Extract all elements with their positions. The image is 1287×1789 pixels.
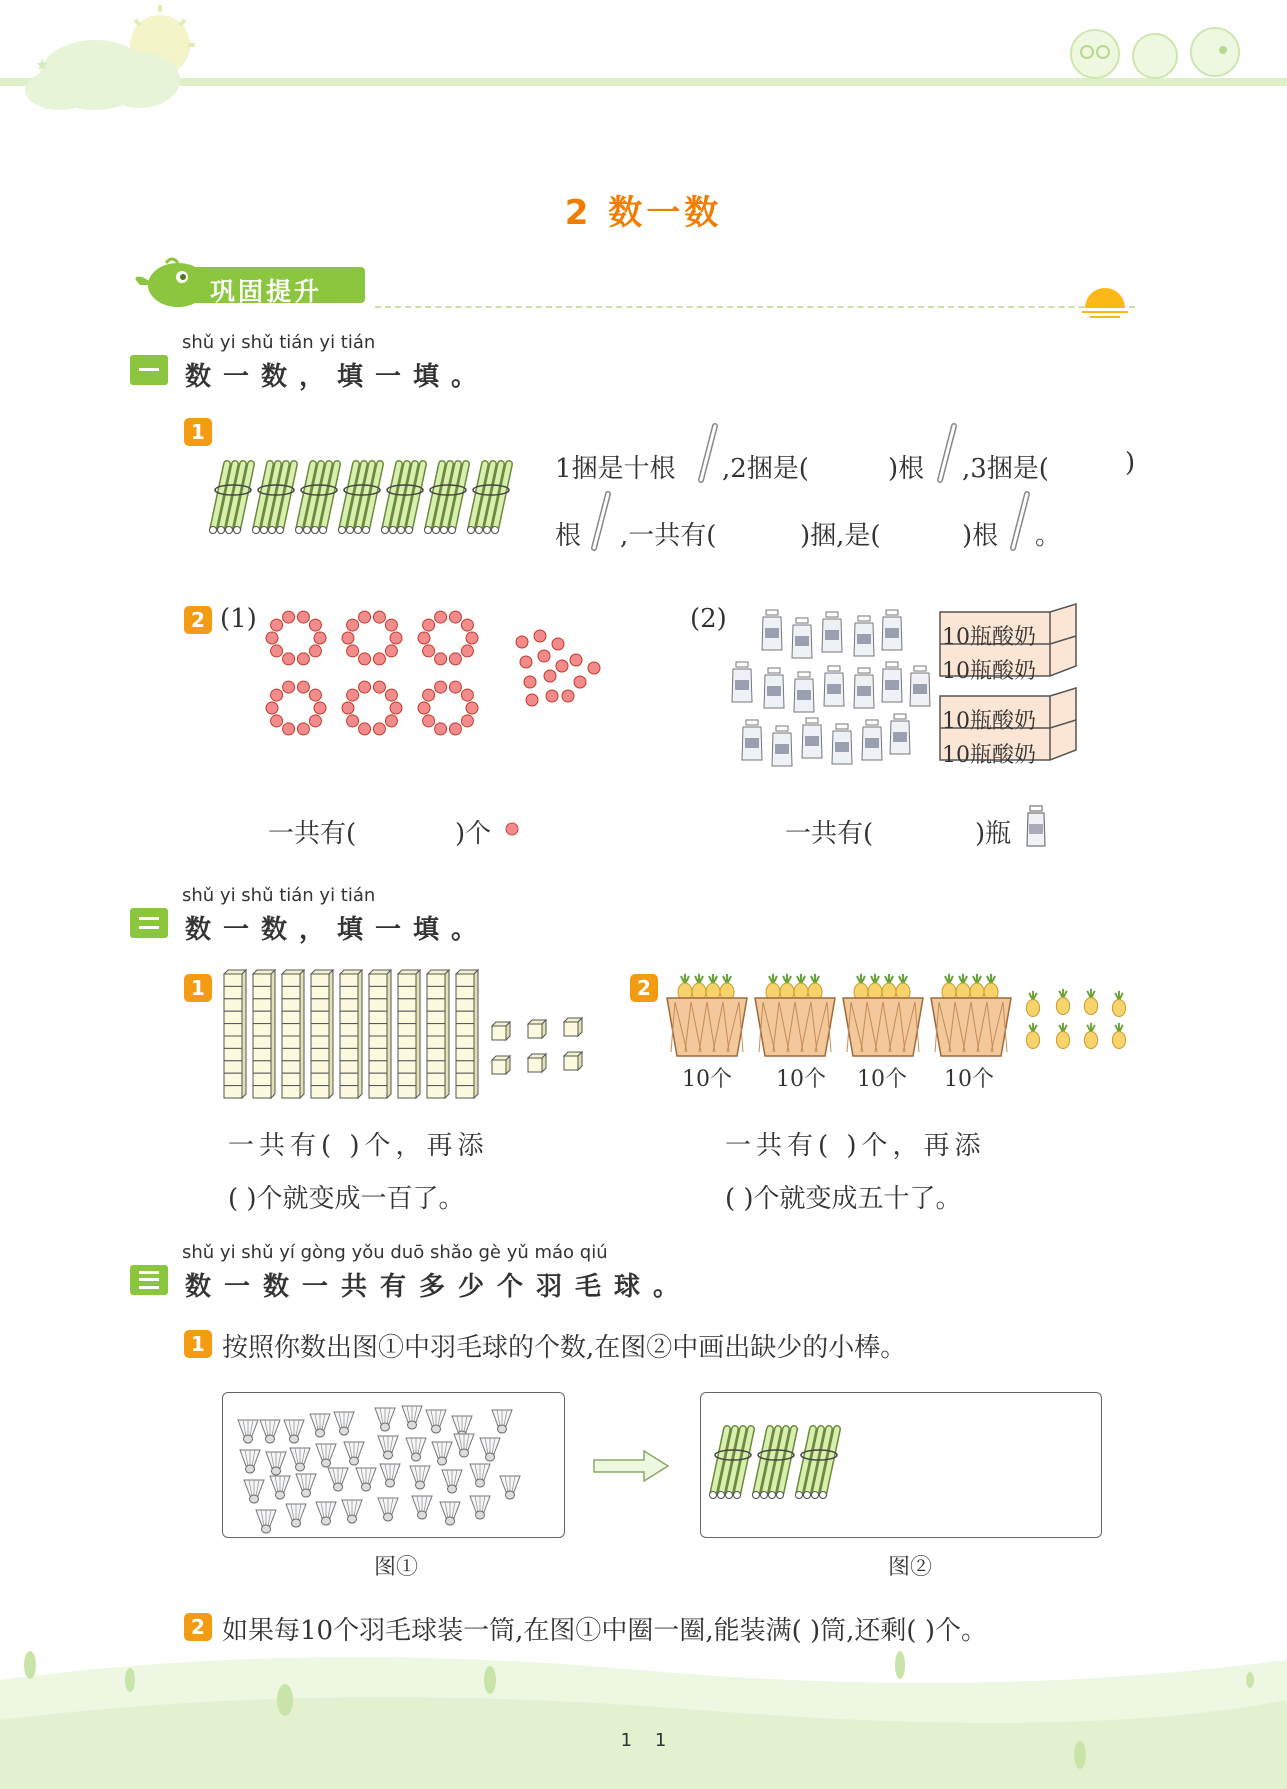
yogurt-bottles	[730, 610, 930, 770]
shuttlecock	[344, 1442, 364, 1465]
shuttlecock	[266, 1452, 286, 1475]
shuttlecock	[328, 1468, 348, 1491]
yogurt-bottle	[824, 666, 844, 706]
pineapple	[1056, 989, 1069, 1015]
yogurt-bottle	[822, 612, 842, 652]
q1-1-line2e: 。	[1035, 521, 1062, 551]
shuttlecock	[470, 1496, 490, 1519]
stick-bundle	[425, 464, 467, 534]
stick-bundle	[468, 464, 510, 534]
ten-rod	[282, 970, 304, 1098]
shuttlecock	[470, 1464, 490, 1487]
shuttlecock	[500, 1476, 520, 1499]
unit-cube	[492, 1056, 510, 1074]
loose-dot	[516, 636, 528, 648]
section2-pinyin: shǔ yi shǔ tián yi tián	[182, 885, 376, 906]
shuttlecock	[296, 1474, 316, 1497]
loose-dot	[524, 676, 536, 688]
q1-1-line2a: 根	[555, 521, 582, 551]
yogurt-bottle	[882, 662, 902, 702]
dot-ring	[418, 611, 478, 665]
shuttlecock	[334, 1412, 354, 1435]
q3-1-text: 按照你数出图①中羽毛球的个数,在图②中画出缺少的小棒。	[222, 1333, 907, 1363]
ten-rod	[427, 970, 449, 1098]
shuttlecock	[406, 1438, 426, 1461]
yogurt-bottle	[854, 668, 874, 708]
ten-rod	[311, 970, 333, 1098]
q1-1-badge: 1	[184, 418, 212, 446]
yogurt-bottle	[732, 662, 752, 702]
shuttlecock	[426, 1410, 446, 1433]
section2-number	[130, 908, 168, 938]
shuttlecock	[356, 1468, 376, 1491]
stick-bundle	[296, 464, 338, 534]
shuttlecock	[286, 1504, 306, 1527]
shuttlecock	[378, 1436, 398, 1459]
dot-ring	[418, 681, 478, 735]
ten-rod	[253, 970, 275, 1098]
q1-2-ans2b: )瓶	[975, 819, 1012, 849]
yogurt-bottle	[832, 724, 852, 764]
shuttlecock	[432, 1442, 452, 1465]
yogurt-bottle	[772, 726, 792, 766]
q1-1-line1a: 1捆是十根	[555, 454, 676, 484]
q1-1-line1d: ,3捆是(	[962, 454, 1049, 484]
basket-label: 10个	[776, 1067, 826, 1092]
stick-icon	[586, 490, 616, 552]
shuttlecock	[290, 1448, 310, 1471]
dot-ring	[342, 681, 402, 735]
pineapple	[1084, 989, 1097, 1015]
shuttlecock	[342, 1500, 362, 1523]
shuttlecock	[378, 1498, 398, 1521]
ten-rods	[220, 970, 600, 1110]
svg-text:★: ★	[35, 55, 50, 74]
section1-pinyin: shǔ yi shǔ tián yi tián	[182, 332, 376, 353]
dot-ring	[342, 611, 402, 665]
section3-pinyin: shǔ yi shǔ yí gòng yǒu duō shǎo gè yǔ máo qiú	[182, 1242, 608, 1263]
shuttlecock	[410, 1466, 430, 1489]
shuttlecock	[270, 1476, 290, 1499]
q1-2-sub1: (1)	[220, 604, 257, 634]
dot-rings	[260, 600, 620, 740]
dot-ring	[266, 681, 326, 735]
q1-2-ans1b: )个	[455, 819, 492, 849]
stick-bundles-3	[705, 1425, 855, 1500]
shuttlecock	[380, 1464, 400, 1487]
yogurt-bottle	[742, 720, 762, 760]
yogurt-bottle	[882, 610, 902, 650]
ten-rod	[398, 970, 420, 1098]
q1-1-line1c: )根	[888, 454, 925, 484]
shuttlecock	[240, 1450, 260, 1473]
section1-number	[130, 355, 168, 385]
pineapple	[1026, 991, 1039, 1017]
stick-bundle	[796, 1429, 838, 1499]
loose-dot	[570, 654, 582, 666]
loose-dot	[538, 650, 550, 662]
shuttlecock	[316, 1502, 336, 1525]
shuttlecock	[480, 1438, 500, 1461]
page-number: 1 1	[620, 1730, 667, 1751]
loose-dot	[534, 630, 546, 642]
pineapple-basket	[667, 974, 747, 1056]
shuttlecock	[238, 1420, 258, 1443]
shuttlecock	[284, 1420, 304, 1443]
q1-1-line2d: )根	[962, 521, 999, 551]
banner-label: 巩固提升	[210, 277, 323, 306]
stick-bundle	[339, 464, 381, 534]
shuttlecock	[256, 1510, 276, 1533]
loose-dot	[588, 662, 600, 674]
yogurt-bottle	[762, 610, 782, 650]
pineapple	[1084, 1023, 1097, 1049]
shuttlecock	[442, 1470, 462, 1493]
shuttlecock	[454, 1434, 474, 1457]
stick-bundle	[753, 1429, 795, 1499]
figure1-label: 图①	[374, 1555, 419, 1580]
unit-cube	[528, 1020, 546, 1038]
q3-2-badge: 2	[184, 1613, 212, 1641]
q2-1-line2: ( )个就变成一百了。	[228, 1184, 465, 1214]
banner-dashed-line	[375, 306, 1135, 308]
bottle-icon	[1023, 804, 1049, 850]
yogurt-bottle	[854, 616, 874, 656]
box-label: 10瓶酸奶	[942, 743, 1036, 768]
section1-heading: 数一数，填一填。	[185, 362, 490, 392]
ten-rod	[224, 970, 246, 1098]
stick-bundles-7	[205, 460, 525, 535]
yogurt-bottle	[890, 714, 910, 754]
unit-cube	[528, 1054, 546, 1072]
q3-1-badge: 1	[184, 1330, 212, 1358]
pineapple	[1112, 991, 1125, 1017]
loose-dot	[544, 670, 556, 682]
pineapple-basket	[755, 974, 835, 1056]
loose-dot	[556, 660, 568, 672]
q1-1-line1b: ,2捆是(	[722, 454, 809, 484]
pineapple	[1056, 1023, 1069, 1049]
unit-cube	[564, 1052, 582, 1070]
q1-2-ans1a: 一共有(	[268, 819, 357, 849]
section3-heading: 数一数一共有多少个羽毛球。	[185, 1272, 693, 1302]
yogurt-bottle	[794, 672, 814, 712]
page-title: 2 数一数	[564, 193, 723, 233]
q1-1-line1e: )	[1125, 448, 1136, 478]
pineapple-basket	[931, 974, 1011, 1056]
pineapple	[1026, 1023, 1039, 1049]
loose-dot	[526, 694, 538, 706]
pineapple	[1112, 1023, 1125, 1049]
q1-1-line2b: ,一共有(	[620, 521, 717, 551]
q1-2-sub2: (2)	[690, 604, 727, 634]
loose-dot	[546, 690, 558, 702]
shuttlecock	[375, 1408, 395, 1431]
q2-2-line1: 一共有( )个，再添	[725, 1131, 986, 1161]
red-dot-icon	[503, 820, 521, 838]
shuttlecock	[412, 1496, 432, 1519]
stick-icon	[1005, 490, 1035, 552]
cloud-sun-decoration	[0, 0, 200, 115]
section2-heading: 数一数，填一填。	[185, 915, 490, 945]
loose-dot	[574, 676, 586, 688]
pineapple-basket	[843, 974, 923, 1056]
loose-dot	[520, 656, 532, 668]
stick-icon	[932, 422, 962, 484]
q1-2-badge: 2	[184, 606, 212, 634]
stick-icon	[693, 422, 723, 484]
q1-1-line2c: )捆,是(	[800, 521, 881, 551]
q2-1-badge: 1	[184, 974, 212, 1002]
figure2-label: 图②	[888, 1555, 933, 1580]
q1-2-ans2a: 一共有(	[785, 819, 874, 849]
unit-cube	[492, 1022, 510, 1040]
stick-bundle	[253, 464, 295, 534]
q2-2-line2: ( )个就变成五十了。	[725, 1184, 962, 1214]
ten-rod	[369, 970, 391, 1098]
stick-bundle	[210, 464, 252, 534]
shuttlecock	[440, 1502, 460, 1525]
sunset-icon	[1080, 282, 1130, 322]
box-label: 10瓶酸奶	[942, 709, 1036, 734]
stick-bundle	[382, 464, 424, 534]
ten-rod	[456, 970, 478, 1098]
arrow-right-icon	[592, 1448, 672, 1484]
yogurt-bottle	[802, 718, 822, 758]
loose-dot	[552, 638, 564, 650]
footer-hills	[0, 1640, 1287, 1789]
box-label: 10瓶酸奶	[942, 625, 1036, 650]
box-label: 10瓶酸奶	[942, 659, 1036, 684]
shuttlecock	[244, 1480, 264, 1503]
unit-cube	[564, 1018, 582, 1036]
shuttlecocks	[230, 1398, 560, 1533]
yogurt-bottle	[792, 618, 812, 658]
ten-rod	[340, 970, 362, 1098]
yogurt-bottle	[862, 720, 882, 760]
basket-label: 10个	[857, 1067, 907, 1092]
stick-bundle	[710, 1429, 752, 1499]
shuttlecock	[260, 1420, 280, 1443]
shuttlecock	[310, 1414, 330, 1437]
q3-2-text: 如果每10个羽毛球装一筒,在图①中圈一圈,能装满( )筒,还剩( )个。	[222, 1616, 987, 1646]
basket-label: 10个	[944, 1067, 994, 1092]
dot-ring	[266, 611, 326, 665]
shuttlecock	[402, 1406, 422, 1429]
shuttlecock	[492, 1410, 512, 1433]
q2-1-line1: 一共有( )个，再添	[228, 1131, 489, 1161]
basket-label: 10个	[682, 1067, 732, 1092]
q2-2-badge: 2	[630, 974, 658, 1002]
yogurt-bottle	[764, 668, 784, 708]
pineapple-baskets	[665, 968, 1135, 1058]
shuttlecock	[316, 1444, 336, 1467]
section3-number	[130, 1265, 168, 1295]
yogurt-bottle	[910, 666, 930, 706]
animals-decoration	[1055, 22, 1255, 82]
loose-dot	[562, 690, 574, 702]
